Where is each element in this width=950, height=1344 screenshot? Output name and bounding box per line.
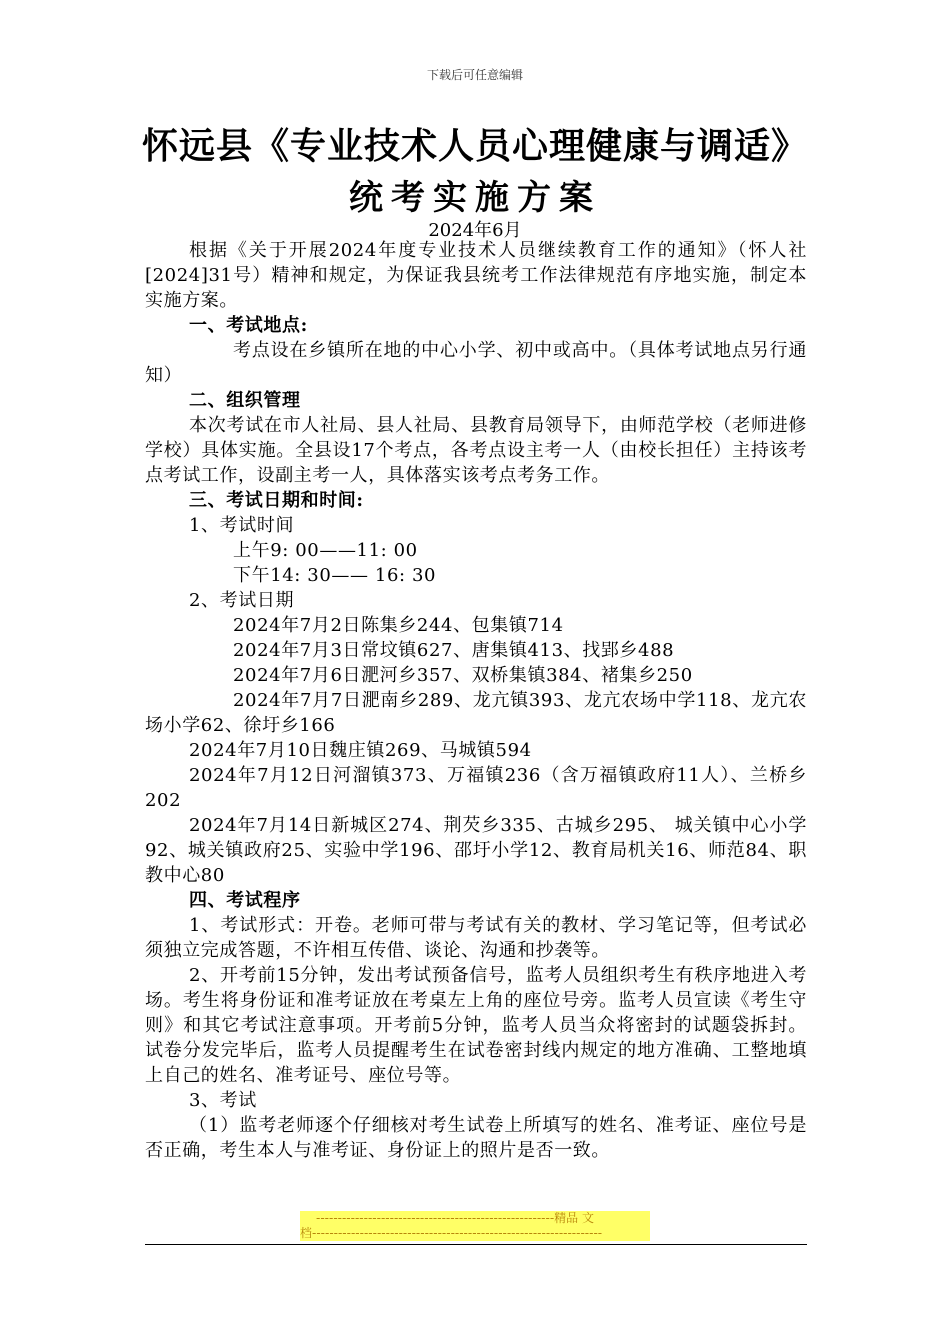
footer-line-2: 档-------------------------------------------------------------------: [300, 1226, 650, 1241]
footer-line-1: -------------------------------------------------------精品 文: [300, 1211, 650, 1226]
section-2-heading: 二、组织管理: [189, 390, 301, 411]
exam-date-item: 2024年7月3日常坟镇627、唐集镇413、找郢乡488: [233, 640, 675, 661]
exam-date-item: 2024年7月12日河溜镇373、万福镇236（含万福镇政府11人）、兰桥乡202: [145, 765, 807, 811]
document-title: 怀远县《专业技术人员心理健康与调适》: [141, 126, 808, 167]
exam-date-item: 2024年7月10日魏庄镇269、马城镇594: [189, 740, 532, 761]
section-1-text: 考点设在乡镇所在地的中心小学、初中或高中。（具体考试地点另行通知）: [145, 340, 807, 386]
intro-paragraph: 根据《关于开展2024年度专业技术人员继续教育工作的通知》（怀人社[2024]31号）精神和规定，为保证我县统考工作法律规范有序地实施，制定本实施方案。: [145, 240, 807, 311]
document-date: 2024年6月: [428, 220, 522, 241]
section-1-heading: 一、考试地点:: [189, 315, 308, 336]
document-subtitle: 统考实施方案: [349, 178, 601, 218]
section-4-paragraph: 1、考试形式：开卷。老师可带与考试有关的教材、学习笔记等，但考试必须独立完成答题，不许相互传借、谈论、沟通和抄袭等。: [145, 915, 807, 961]
exam-date-item: 2024年7月2日陈集乡244、包集镇714: [233, 615, 564, 636]
exam-time-label: 1、考试时间: [189, 515, 295, 536]
section-2-text: 本次考试在市人社局、县人社局、县教育局领导下，由师范学校（老师进修学校）具体实施。全县设17个考点，各考点设主考一人（由校长担任）主持该考点考试工作，设副主考一人，具体落实该考点考务工作。: [145, 415, 807, 486]
exam-date-item: 2024年7月6日淝河乡357、双桥集镇384、褚集乡250: [233, 665, 693, 686]
document-body: [145, 238, 807, 1163]
section-4-heading: 四、考试程序: [189, 890, 301, 911]
footer-rule: [145, 1244, 807, 1245]
exam-time-morning: 上午9: 00——11: 00: [233, 540, 418, 561]
exam-time-afternoon: 下午14: 30—— 16: 30: [233, 565, 437, 586]
header-note: 下载后可任意编辑: [426, 68, 523, 82]
exam-date-label: 2、考试日期: [189, 590, 295, 611]
section-4-paragraph: 2、开考前15分钟，发出考试预备信号，监考人员组织考生有秩序地进入考场。考生将身份证和准考证放在考桌左上角的座位号旁。监考人员宣读《考生守则》和其它考试注意事项。开考前5分钟，监考人员当众将密封的试题袋拆封。试卷分发完毕后，监考人员提醒考生在试卷密封线内规定的地方准确、工整地填上自己的姓名、准考证号、座位号等。: [145, 965, 807, 1086]
exam-date-item: 2024年7月7日淝南乡289、龙亢镇393、龙亢农场中学118、龙亢农场小学62、徐圩乡166: [145, 690, 807, 736]
exam-date-item: 2024年7月14日新城区274、荆芡乡335、古城乡295、 城关镇中心小学92、城关镇政府25、实验中学196、邵圩小学12、教育局机关16、师范84、职教中心80: [145, 815, 807, 886]
section-3-heading: 三、考试日期和时间:: [189, 490, 364, 511]
footer-watermark: [300, 1211, 650, 1241]
section-4-paragraph: 3、考试: [189, 1090, 257, 1111]
section-4-paragraph: （1）监考老师逐个仔细核对考生试卷上所填写的姓名、准考证、座位号是否正确，考生本人与准考证、身份证上的照片是否一致。: [145, 1115, 807, 1161]
